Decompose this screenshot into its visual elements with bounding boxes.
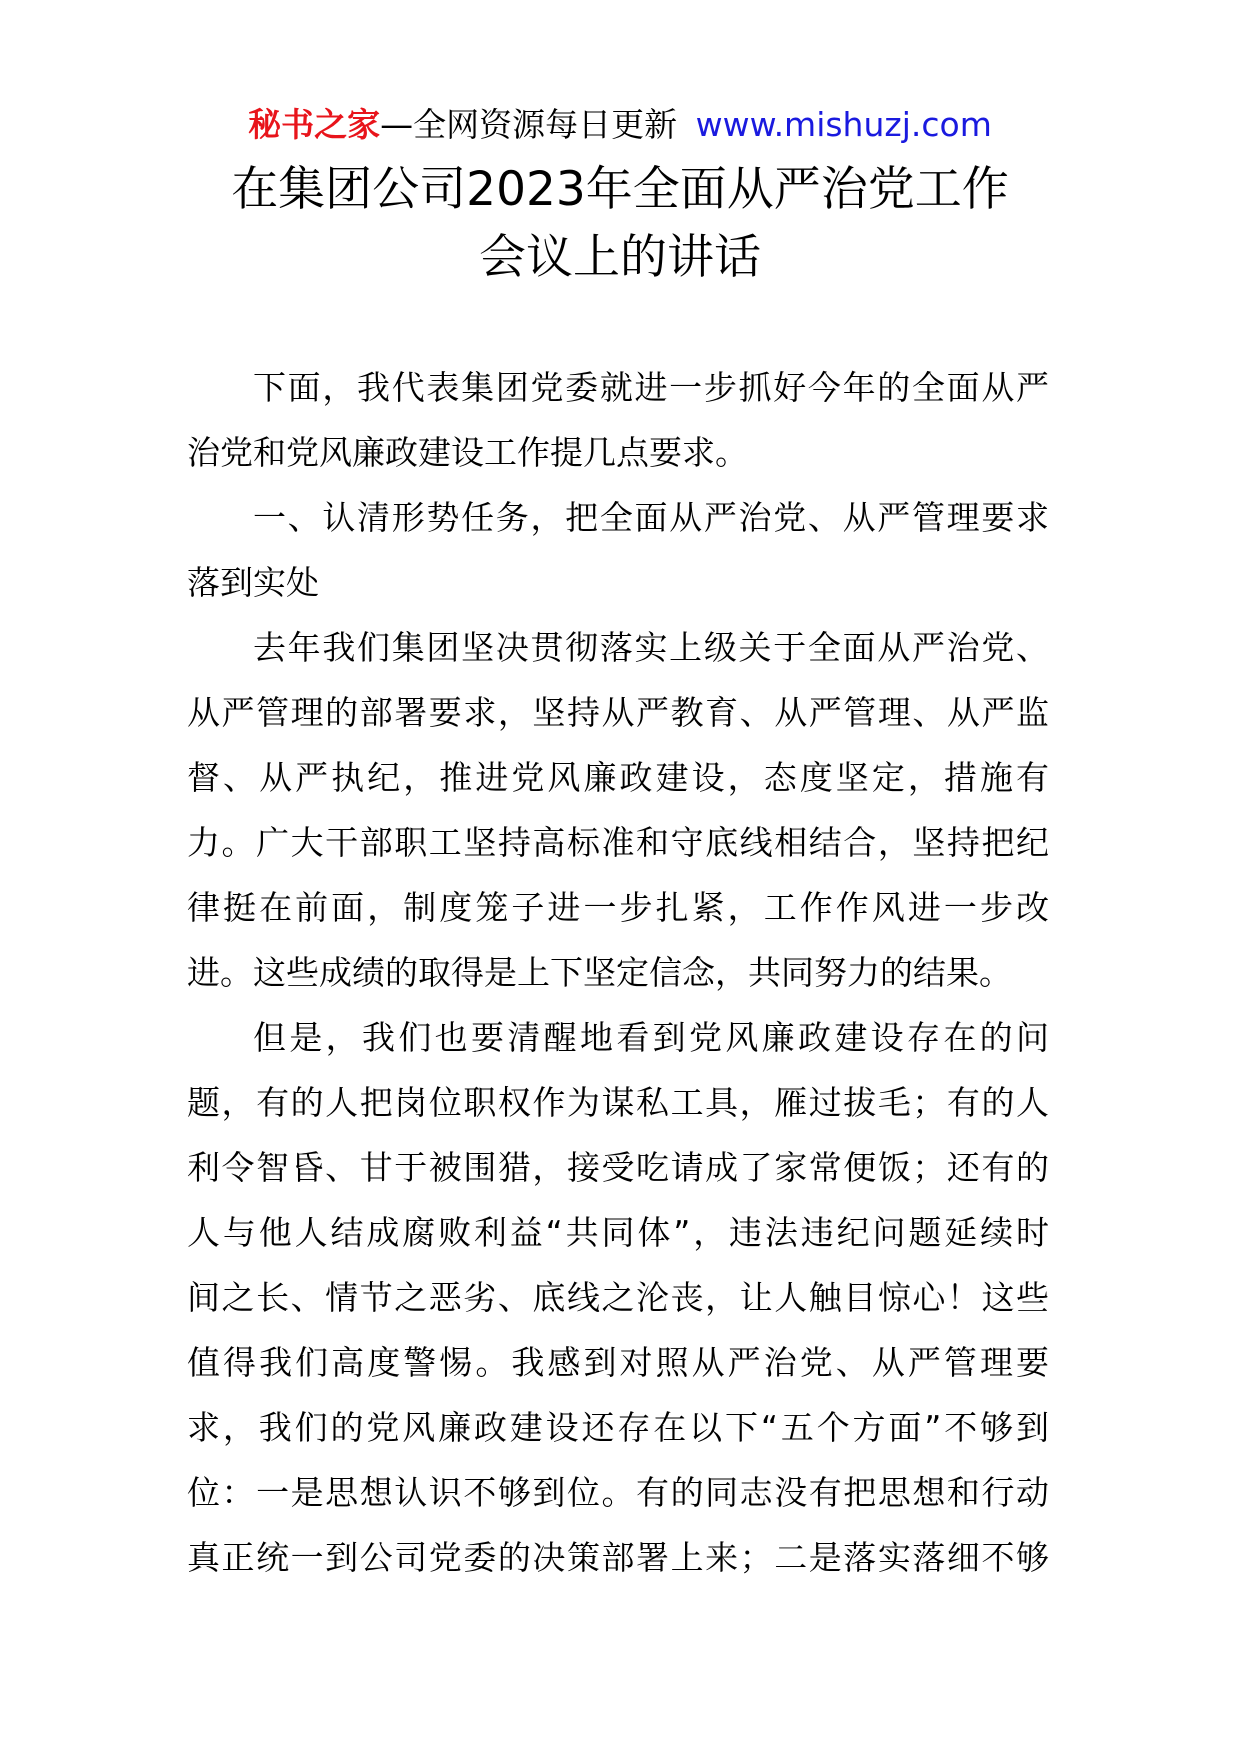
section-heading-line: 一、认清形势任务，把全面从严治党、从严管理要求 [253, 498, 1049, 537]
body-line: 从严管理的部署要求，坚持从严教育、从严管理、从严监 [187, 693, 1049, 732]
body-line: 值得我们高度警惕。我感到对照从严治党、从严管理要 [187, 1343, 1049, 1382]
body-line: 求，我们的党风廉政建设还存在以下“五个方面”不够到 [187, 1408, 1049, 1447]
body-line: 间之长、情节之恶劣、底线之沦丧，让人触目惊心！这些 [187, 1278, 1049, 1317]
body-line: 但是，我们也要清醒地看到党风廉政建设存在的问 [253, 1018, 1049, 1057]
body-line: 下面，我代表集团党委就进一步抓好今年的全面从严 [253, 368, 1049, 407]
body-line: 律挺在前面，制度笼子进一步扎紧，工作作风进一步改 [187, 888, 1049, 927]
body-line: 人与他人结成腐败利益“共同体”，违法违纪问题延续时 [187, 1213, 1049, 1252]
body-line: 去年我们集团坚决贯彻落实上级关于全面从严治党、 [253, 628, 1049, 667]
section-heading-line: 落到实处 [187, 563, 319, 602]
site-url-link[interactable]: www.mishuzj.com [695, 105, 992, 144]
body-line: 利令智昏、甘于被围猎，接受吃请成了家常便饭；还有的 [187, 1148, 1049, 1187]
body-line: 真正统一到公司党委的决策部署上来；二是落实落细不够 [187, 1538, 1049, 1577]
site-header [0, 100, 1240, 150]
site-brand: 秘书之家 [248, 105, 381, 144]
body-line: 进。这些成绩的取得是上下坚定信念，共同努力的结果。 [187, 953, 1012, 992]
document-title-line-1: 在集团公司2023年全面从严治党工作 [231, 162, 1009, 217]
site-tagline: —全网资源每日更新 [380, 105, 688, 144]
body-line: 力。广大干部职工坚持高标准和守底线相结合，坚持把纪 [187, 823, 1049, 862]
body-line: 治党和党风廉政建设工作提几点要求。 [187, 433, 748, 472]
body-line: 题，有的人把岗位职权作为谋私工具，雁过拔毛；有的人 [187, 1083, 1049, 1122]
body-line: 位：一是思想认识不够到位。有的同志没有把思想和行动 [187, 1473, 1049, 1512]
document-title-line-2: 会议上的讲话 [479, 230, 761, 285]
body-line: 督、从严执纪，推进党风廉政建设，态度坚定，措施有 [187, 758, 1049, 797]
document-body [187, 355, 1049, 1590]
